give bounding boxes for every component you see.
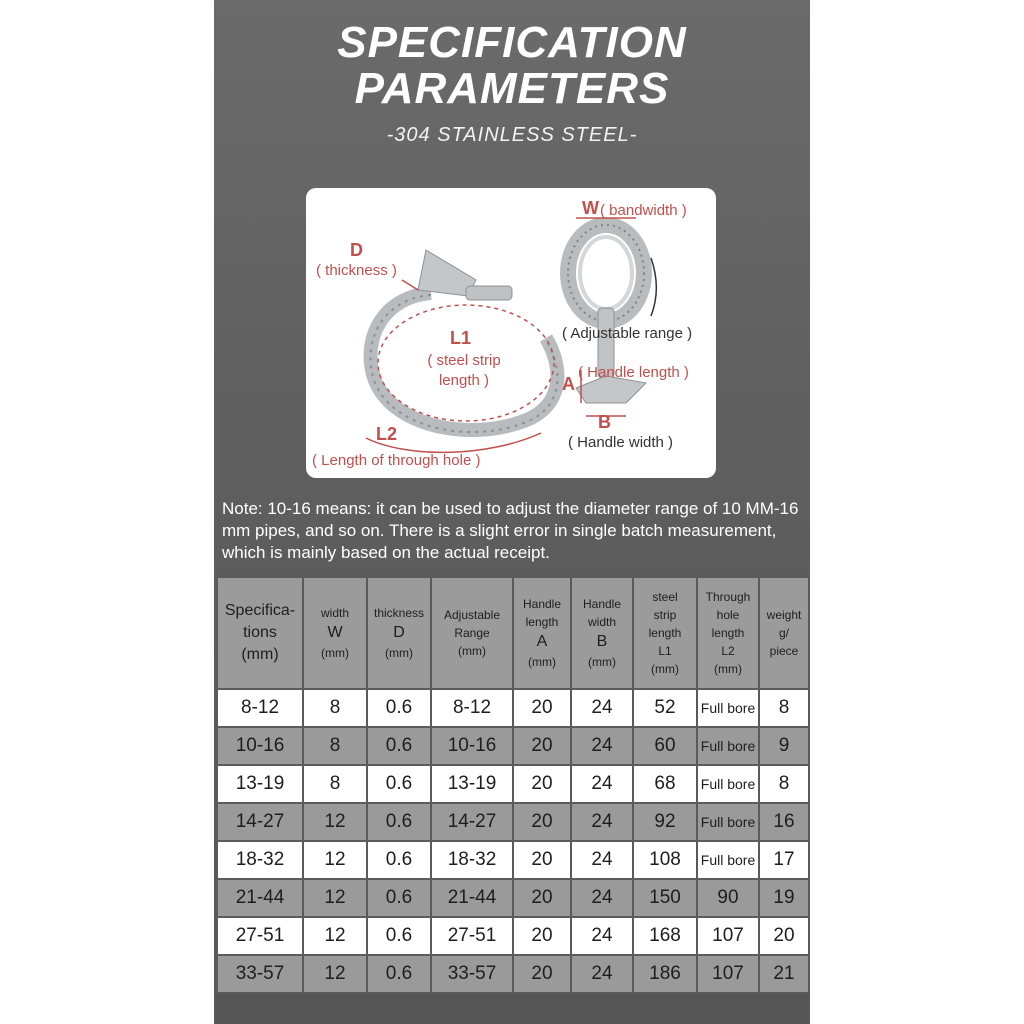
cell-handle-width: 24	[571, 803, 633, 841]
cell-handle-width: 24	[571, 879, 633, 917]
cell-width: 12	[303, 841, 367, 879]
cell-through-hole: Full bore	[697, 803, 759, 841]
w-label: ( bandwidth )	[600, 202, 687, 219]
measurement-note: Note: 10-16 means: it can be used to adjust the diameter range of 10 MM-16 mm pipes, and so on. There is a slight error in single batch measurement, which is mainly based on the actual receipt.	[222, 499, 799, 562]
cell-through-hole: Full bore	[697, 689, 759, 727]
cell-handle-width: 24	[571, 727, 633, 765]
cell-range: 8-12	[431, 689, 513, 727]
cell-handle-length: 20	[513, 917, 571, 955]
cell-handle-length: 20	[513, 841, 571, 879]
adjustable-range-label: ( Adjustable range )	[562, 325, 693, 342]
col-header-weight: weight g/ piece	[759, 577, 809, 689]
col-header-handle-width: Handle width B (mm)	[571, 577, 633, 689]
cell-handle-length: 20	[513, 803, 571, 841]
cell-spec: 8-12	[217, 689, 303, 727]
cell-range: 13-19	[431, 765, 513, 803]
cell-weight: 16	[759, 803, 809, 841]
screw-illustration-left	[466, 286, 512, 300]
col-header-width: width W (mm)	[303, 577, 367, 689]
spec-panel	[214, 0, 810, 1024]
cell-range: 21-44	[431, 879, 513, 917]
cell-handle-width: 24	[571, 955, 633, 993]
cell-handle-length: 20	[513, 879, 571, 917]
cell-through-hole: Full bore	[697, 765, 759, 803]
clamp-diagram	[306, 188, 716, 478]
cell-through-hole: 90	[697, 879, 759, 917]
table-row	[217, 955, 809, 993]
table-row	[217, 879, 809, 917]
cell-range: 10-16	[431, 727, 513, 765]
title-line-2: PARAMETERS	[354, 64, 670, 113]
b-letter: B	[598, 412, 611, 432]
cell-weight: 20	[759, 917, 809, 955]
cell-thickness: 0.6	[367, 727, 431, 765]
table-row	[217, 727, 809, 765]
a-label: ( Handle length )	[578, 364, 689, 381]
cell-width: 12	[303, 803, 367, 841]
cell-weight: 8	[759, 689, 809, 727]
table-row	[217, 689, 809, 727]
cell-strip-length: 52	[633, 689, 697, 727]
cell-thickness: 0.6	[367, 689, 431, 727]
col-header-handle-length: Handle length A (mm)	[513, 577, 571, 689]
cell-through-hole: Full bore	[697, 727, 759, 765]
cell-strip-length: 68	[633, 765, 697, 803]
cell-spec: 18-32	[217, 841, 303, 879]
cell-handle-length: 20	[513, 727, 571, 765]
cell-thickness: 0.6	[367, 841, 431, 879]
cell-spec: 27-51	[217, 917, 303, 955]
col-header-steel-strip-length: steel strip length L1 (mm)	[633, 577, 697, 689]
a-letter: A	[562, 374, 575, 394]
table-row	[217, 803, 809, 841]
cell-through-hole: Full bore	[697, 841, 759, 879]
cell-spec: 21-44	[217, 879, 303, 917]
subtitle: -304 STAINLESS STEEL-	[386, 124, 638, 146]
cell-weight: 8	[759, 765, 809, 803]
cell-through-hole: 107	[697, 917, 759, 955]
cell-thickness: 0.6	[367, 765, 431, 803]
cell-width: 12	[303, 917, 367, 955]
l1-letter: L1	[450, 328, 472, 348]
cell-handle-width: 24	[571, 689, 633, 727]
cell-thickness: 0.6	[367, 879, 431, 917]
title-line-1: SPECIFICATION	[337, 18, 687, 67]
cell-spec: 33-57	[217, 955, 303, 993]
table-row	[217, 841, 809, 879]
cell-handle-length: 20	[513, 955, 571, 993]
col-header-specifications: Specifica- tions (mm)	[217, 577, 303, 689]
l2-letter: L2	[376, 424, 398, 444]
cell-thickness: 0.6	[367, 955, 431, 993]
cell-through-hole: 107	[697, 955, 759, 993]
cell-width: 12	[303, 955, 367, 993]
cell-weight: 19	[759, 879, 809, 917]
spec-table	[216, 576, 810, 994]
cell-handle-width: 24	[571, 841, 633, 879]
col-header-adjustable-range: Adjustable Range (mm)	[431, 577, 513, 689]
cell-weight: 21	[759, 955, 809, 993]
cell-weight: 9	[759, 727, 809, 765]
cell-range: 33-57	[431, 955, 513, 993]
d-letter: D	[350, 240, 363, 260]
cell-strip-length: 60	[633, 727, 697, 765]
cell-handle-length: 20	[513, 765, 571, 803]
cell-handle-width: 24	[571, 765, 633, 803]
cell-range: 14-27	[431, 803, 513, 841]
cell-spec: 10-16	[217, 727, 303, 765]
l1-label-line2: length )	[438, 372, 490, 389]
cell-width: 8	[303, 727, 367, 765]
page-title	[214, 20, 810, 112]
cell-handle-width: 24	[571, 917, 633, 955]
cell-strip-length: 150	[633, 879, 697, 917]
w-letter: W	[582, 198, 599, 218]
cell-handle-length: 20	[513, 689, 571, 727]
cell-thickness: 0.6	[367, 917, 431, 955]
cell-width: 12	[303, 879, 367, 917]
cell-strip-length: 168	[633, 917, 697, 955]
cell-range: 18-32	[431, 841, 513, 879]
col-header-thickness: thickness D (mm)	[367, 577, 431, 689]
cell-strip-length: 92	[633, 803, 697, 841]
table-header-row	[217, 577, 809, 689]
cell-strip-length: 108	[633, 841, 697, 879]
col-header-through-hole-length: Through hole length L2 (mm)	[697, 577, 759, 689]
cell-spec: 13-19	[217, 765, 303, 803]
l2-label: ( Length of through hole )	[312, 452, 481, 469]
cell-width: 8	[303, 765, 367, 803]
table-row	[217, 765, 809, 803]
cell-weight: 17	[759, 841, 809, 879]
l1-label-line1: ( steel strip	[427, 352, 501, 369]
cell-thickness: 0.6	[367, 803, 431, 841]
table-row	[217, 917, 809, 955]
cell-width: 8	[303, 689, 367, 727]
cell-strip-length: 186	[633, 955, 697, 993]
cell-range: 27-51	[431, 917, 513, 955]
b-label: ( Handle width )	[568, 434, 674, 451]
d-label: ( thickness )	[316, 262, 397, 279]
cell-spec: 14-27	[217, 803, 303, 841]
